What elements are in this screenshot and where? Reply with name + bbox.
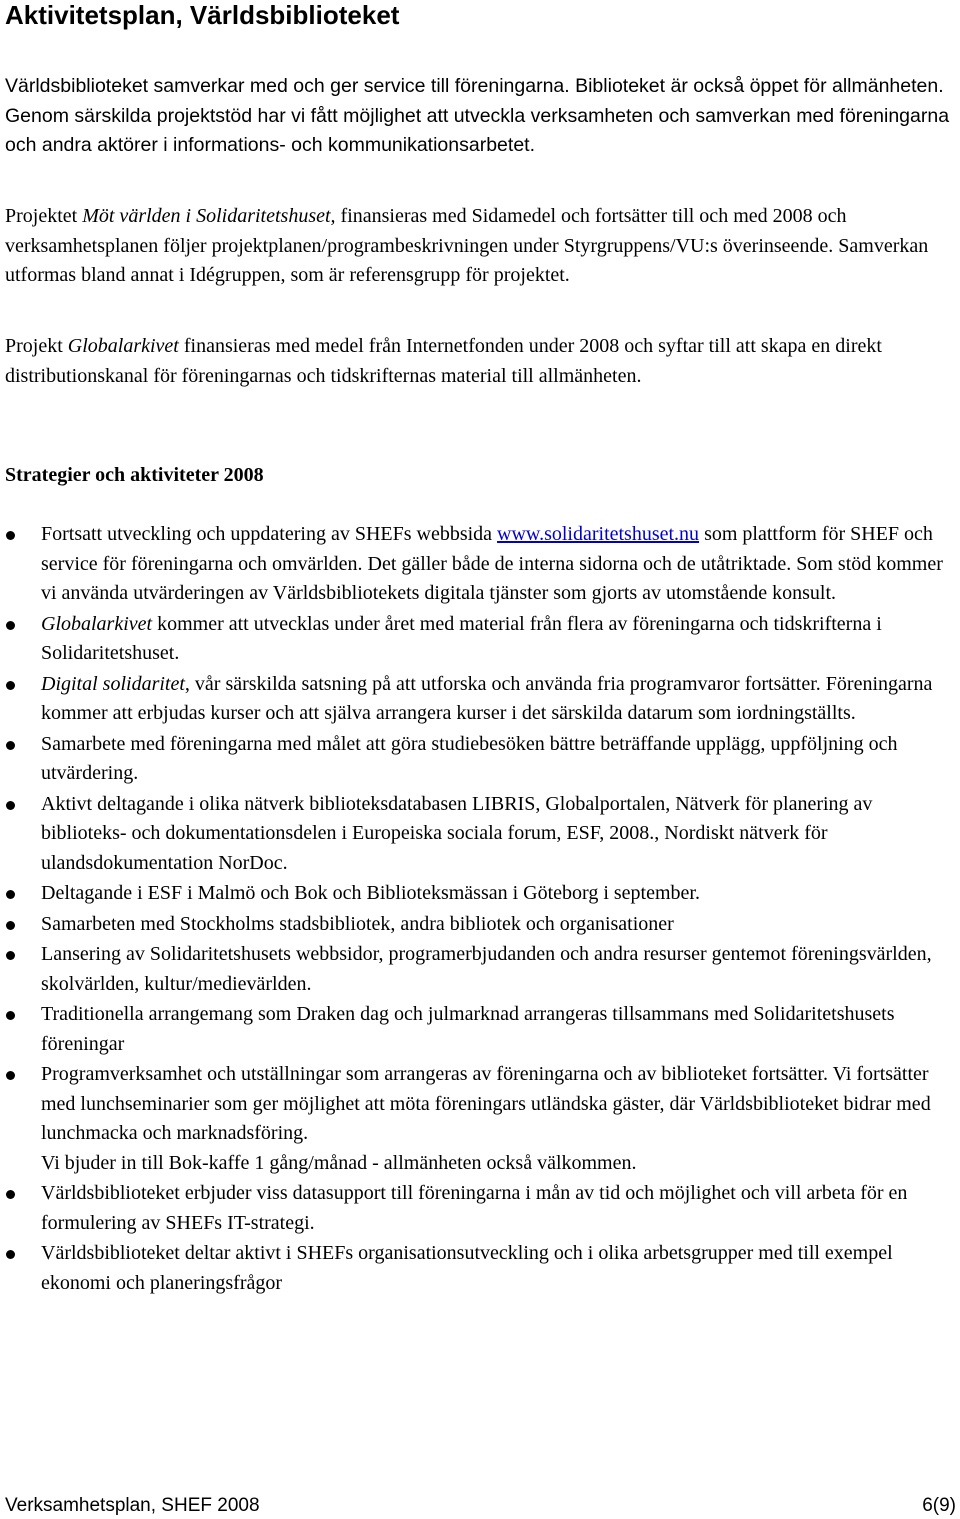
list-item [0,1239,955,1298]
paragraph-globalarkivet [5,332,950,391]
list-item-text: Världsbiblioteket deltar aktivt i SHEFs organisationsutveckling och i olika arbetsgrupper med till exempel ekonomi och planeringsfrågor [41,1242,893,1294]
section-heading: Strategier och aktiviteter 2008 [5,464,264,486]
paragraph-text: Projekt [5,335,68,357]
list-item [0,790,955,879]
list-item-text: som plattform för SHEF och service för föreningarna och omvärlden. Det gäller både de interna sidorna och de utåtriktade. Som stöd kommer vi använda utvärderingen av Världsbibliotekets digitala tjänster som gjorts av utomstående konsult. [41,523,943,604]
project-name-italic: Globalarkivet [67,335,179,357]
bullet-icon [6,951,15,960]
list-item-italic: Globalarkivet [41,612,153,635]
list-item-text: Världsbiblioteket erbjuder viss datasupport till föreningarna i mån av tid och möjlighet och vill arbeta för en formulering av SHEFs IT-strategi. [41,1182,908,1234]
list-item-text: Lansering av Solidaritetshusets webbsidor, programerbjudanden och andra resurser gentemot föreningsvärlden, skolvärlden, kultur/medievärlden. [41,943,932,995]
list-item [0,1000,955,1059]
paragraph-projektet [5,202,950,291]
bullet-icon [6,1250,15,1259]
page-title: Aktivitetsplan, Världsbiblioteket [5,0,400,30]
bullet-icon [6,741,15,750]
list-item-text: Deltagande i ESF i Malmö och Bok och Biblioteksmässan i Göteborg i september. [41,882,700,904]
footer-document-name: Verksamhetsplan, SHEF 2008 [5,1495,260,1516]
list-item [0,610,955,669]
list-item [0,879,955,909]
list-item [0,730,955,789]
bullet-icon [6,531,15,540]
strategy-list [0,520,955,1299]
list-item-text: Aktivt deltagande i olika nätverk biblioteksdatabasen LIBRIS, Globalportalen, Nätverk för planering av biblioteks- och dokumentationsdelen i Europeiska sociala forum, ESF, 2008., Nordiskt nätverk för ulandsdokumentation NorDoc. [41,792,873,874]
list-item-text: Vi bjuder in till Bok-kaffe 1 gång/månad - allmänheten också välkommen. [41,1151,637,1174]
paragraph-text: finansieras med medel från Internetfonden under 2008 och syftar till att skapa en direkt distributionskanal för föreningarnas och tidskrifternas material till allmänheten. [5,335,882,387]
paragraph-text: finansieras med Sidamedel och fortsätter till och med 2008 och verksamhetsplanen följer projektplanen/programbeskrivningen under Styrgruppens/VU:s överinseende. Samverkan utformas bland annat i Idégruppen, som är referensgrupp för projektet. [5,205,929,286]
bullet-icon [6,921,15,930]
list-item [0,910,955,940]
list-item-text: Samarbete med föreningarna med målet att göra studiebesöken bättre beträffande upplägg, uppföljning och utvärdering. [41,732,898,784]
bullet-icon [6,801,15,810]
list-item-text: kommer att utvecklas under året med material från flera av föreningarna och tidskrifterna i Solidaritetshuset. [41,612,882,664]
list-item [0,1060,955,1178]
list-item-text: Traditionella arrangemang som Draken dag och julmarknad arrangeras tillsammans med Solidaritetshusets föreningar [41,1003,895,1055]
list-item-italic: Digital solidaritet [41,672,185,695]
bullet-icon [6,1190,15,1199]
list-item [0,670,955,729]
footer-page-number: 6(9) [922,1495,956,1516]
website-link[interactable]: www.solidaritetshuset.nu [497,523,700,545]
paragraph-text: Projektet [5,205,83,227]
list-item [0,1179,955,1238]
project-name-italic: Möt världen i Solidaritetshuset, [82,205,336,227]
list-item [0,940,955,999]
intro-paragraph: Världsbiblioteket samverkar med och ger service till föreningarna. Biblioteket är också öppet för allmänheten. Genom särskilda projektstöd har vi fått möjlighet att utveckla verksamheten och samverkan med föreningarna och andra aktörer i informations- och kommunikationsarbetet. [5,75,950,156]
bullet-icon [6,1071,15,1080]
list-item-text: Samarbeten med Stockholms stadsbibliotek, andra bibliotek och organisationer [41,912,674,935]
list-item-text: , vår särskilda satsning på att utforska och använda fria programvaror fortsätter. Föreningarna kommer att erbjudas kurser och att själva arrangera kurser i det särskilda datarum som iordningställts. [41,672,933,724]
list-item-text: Fortsatt utveckling och uppdatering av SHEFs webbsida [41,523,498,545]
bullet-icon [6,681,15,690]
bullet-icon [6,890,15,899]
list-item-text: Programverksamhet och utställningar som arrangeras av föreningarna och av biblioteket fortsätter. Vi fortsätter med lunchseminarier som ger möjlighet att möta föreningars utländska gäster, där Världsbiblioteket bidrar med lunchmacka och marknadsföring. [41,1063,931,1144]
bullet-icon [6,1011,15,1020]
list-item [0,520,955,609]
bullet-icon [6,621,15,630]
